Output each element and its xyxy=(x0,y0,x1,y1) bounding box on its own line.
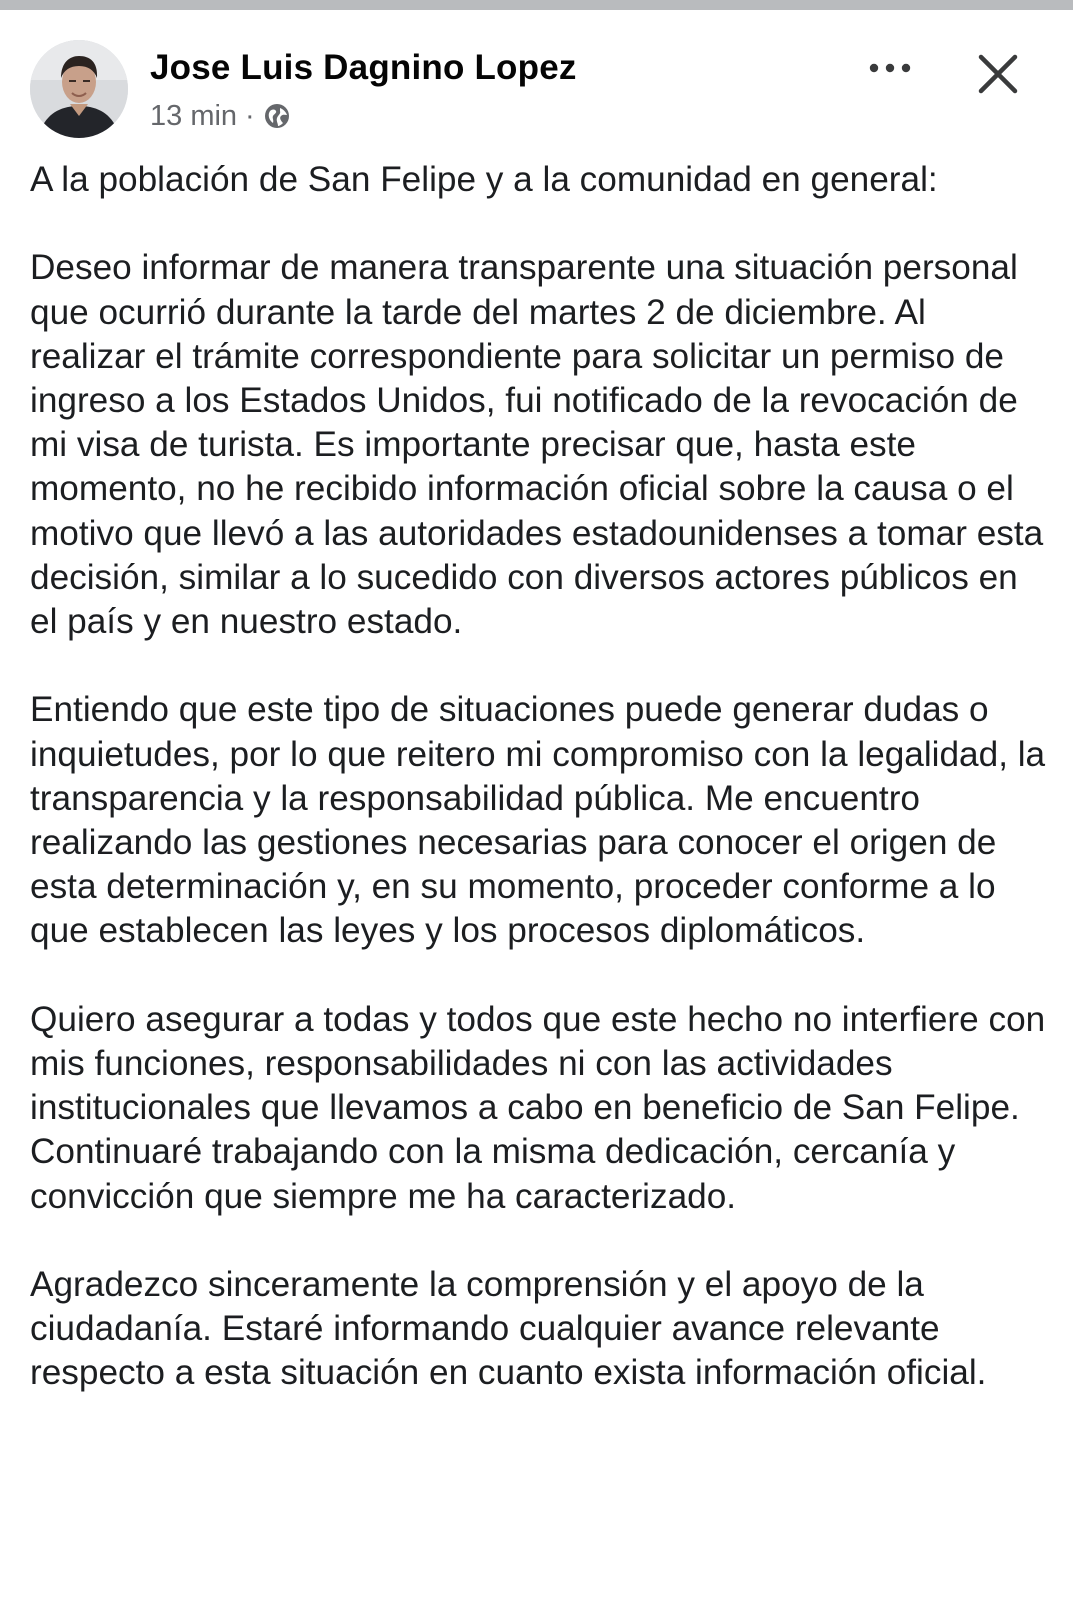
meta-separator: · xyxy=(245,99,255,132)
top-divider xyxy=(0,0,1073,10)
post-header xyxy=(0,10,1073,150)
more-dots-icon xyxy=(868,62,912,74)
post-paragraph: Quiero asegurar a todas y todos que este hecho no interfiere con mis funciones, responsabilidades ni con las actividades institucionales que llevamos a cabo en beneficio de San Felipe. Continuaré trabajando con la misma dedicación, cercanía y convicción que siempre me ha caracterizado. xyxy=(30,999,1046,1216)
post-body xyxy=(30,158,1050,1440)
post-paragraph: A la población de San Felipe y a la comunidad en general: xyxy=(30,160,938,199)
post-paragraph: Entiendo que este tipo de situaciones puede generar dudas o inquietudes, por lo que reitero mi compromiso con la legalidad, la transparencia y la responsabilidad pública. Me encuentro realizando las gestiones necesarias para conocer el origen de esta determinación y, en su momento, proceder conforme a lo que establecen las leyes y los procesos diplomáticos. xyxy=(30,690,1046,951)
post-paragraph: Deseo informar de manera transparente una situación personal que ocurrió durante la tarde del martes 2 de diciembre. Al realizar el trámite correspondiente para solicitar un permiso de ingreso a los Estados Unidos, fui notificado de la revocación de mi visa de turista. Es importante precisar que, hasta este momento, no he recibido información oficial sobre la causa o el motivo que llevó a las autoridades estadounidenses a tomar esta decisión, similar a lo sucedido con diversos actores públicos en el país y en nuestro estado. xyxy=(30,248,1044,642)
more-options-button[interactable] xyxy=(862,48,918,88)
timestamp[interactable]: 13 min xyxy=(150,99,238,132)
author-name[interactable]: Jose Luis Dagnino Lopez xyxy=(150,48,577,87)
close-button[interactable] xyxy=(968,44,1028,104)
avatar[interactable] xyxy=(30,40,128,138)
post-paragraph: Agradezco sinceramente la comprensión y el apoyo de la ciudadanía. Estaré informando cualquier avance relevante respecto a esta situación en cuanto exista información oficial. xyxy=(30,1265,987,1393)
globe-icon xyxy=(263,102,291,130)
close-icon xyxy=(977,53,1019,95)
avatar-photo xyxy=(30,40,128,138)
post-meta xyxy=(150,98,291,134)
